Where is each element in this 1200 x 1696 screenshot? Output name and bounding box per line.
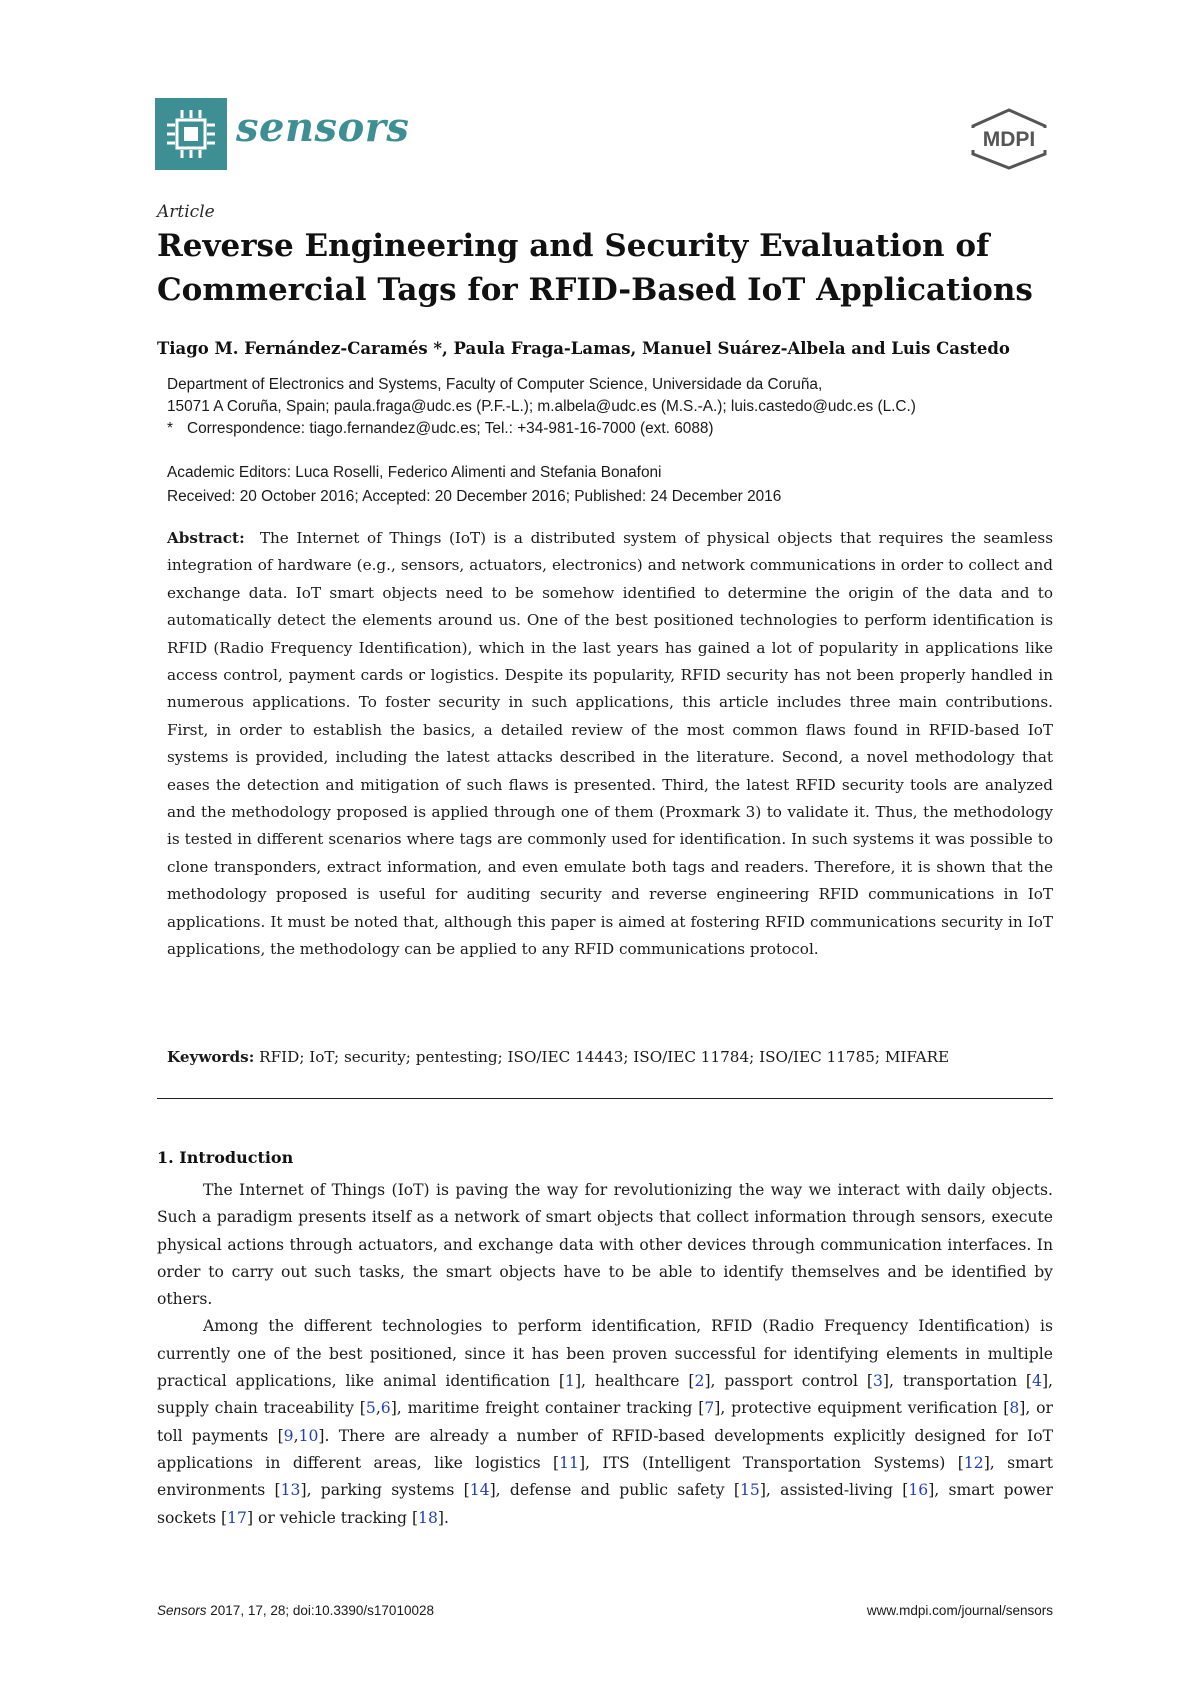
citation-link[interactable]: 7 [704, 1399, 715, 1418]
text-run: ], passport control [ [704, 1372, 873, 1391]
paper-title [157, 224, 1057, 312]
citation-link[interactable]: 5 [365, 1399, 376, 1418]
correspondence-text[interactable]: Correspondence: tiago.fernandez@udc.es; Tel.: +34-981-16-7000 (ext. 6088) [187, 420, 714, 437]
title-line: Commercial Tags for RFID-Based IoT Applications [157, 272, 1033, 308]
text-run: Among the different technologies to perform identification, RFID (Radio Frequency Identification) is currently one of the best positioned, since it has been proven successful for identifying elements in multiple practical applications, like animal identification [ [157, 1317, 1053, 1391]
text-run: ], parking systems [ [300, 1481, 470, 1500]
text-run: ], transportation [ [882, 1372, 1033, 1391]
text-run: ], supply chain traceability [ [157, 1372, 1053, 1418]
publication-dates: Received: 20 October 2016; Accepted: 20 December 2016; Published: 24 December 2016 [167, 488, 782, 505]
footer-url[interactable]: www.mdpi.com/journal/sensors [866, 1603, 1053, 1618]
affiliation-line: Department of Electronics and Systems, Faculty of Computer Science, Universidade da Coruña, [167, 376, 823, 393]
paragraph: The Internet of Things (IoT) is paving the way for revolutionizing the way we interact with daily objects. Such a paradigm presents itself as a network of smart objects that collect information through sensors, execute physical actions through actuators, and exchange data with other devices through communication interfaces. In order to carry out such tasks, the smart objects have to be able to identify themselves and be identified by others. [157, 1181, 1053, 1309]
text-run: ], assisted-living [ [759, 1481, 909, 1500]
citation-link[interactable]: 17 [227, 1508, 247, 1527]
text-run: ], ITS (Intelligent Transportation Systems) [ [578, 1453, 964, 1472]
keywords-text: RFID; IoT; security; pentesting; ISO/IEC 14443; ISO/IEC 11784; ISO/IEC 11785; MIFARE [259, 1048, 950, 1066]
text-run: ]. [437, 1508, 449, 1527]
text-run: ]. There are already a number of RFID-based developments explicitly designed for IoT applications in different areas, like logistics [ [157, 1426, 1054, 1472]
abstract-label: Abstract: [167, 529, 245, 547]
keywords [167, 1045, 1053, 1069]
citation-link[interactable]: 2 [694, 1372, 705, 1391]
text-run: ], smart power sockets [ [157, 1481, 1053, 1527]
sensors-logo-icon[interactable] [155, 98, 227, 170]
citation-link[interactable]: 10 [298, 1426, 319, 1445]
text-run: ], healthcare [ [574, 1372, 695, 1391]
text-run: ], protective equipment verification [ [714, 1399, 1010, 1418]
paragraph [157, 1313, 1053, 1531]
affiliation-line: 15071 A Coruña, Spain; paula.fraga@udc.es (P.F.-L.); m.albela@udc.es (M.S.-A.); luis.castedo@udc.es (L.C.) [167, 398, 916, 415]
text-run: ], or toll payments [ [157, 1399, 1053, 1445]
footer-journal: Sensors [157, 1603, 207, 1618]
author-list: Tiago M. Fernández-Caramés *, Paula Fraga-Lamas, Manuel Suárez-Albela and Luis Castedo [157, 339, 1010, 358]
footer-doi[interactable]: 2017, 17, 28; doi:10.3390/s17010028 [206, 1603, 434, 1618]
citation-link[interactable]: 11 [559, 1453, 579, 1472]
citation-link[interactable]: 16 [908, 1481, 929, 1500]
editorial-info [167, 461, 1067, 509]
citation-link[interactable]: 18 [418, 1508, 438, 1527]
text-run: , [375, 1399, 381, 1418]
mdpi-logo-icon[interactable] [965, 108, 1053, 170]
text-run: , [293, 1426, 299, 1445]
journal-name[interactable]: sensors [236, 104, 410, 151]
section-divider [157, 1098, 1053, 1099]
article-type: Article [157, 202, 215, 222]
text-run: ], maritime freight container tracking [ [390, 1399, 705, 1418]
abstract-text: The Internet of Things (IoT) is a distributed system of physical objects that requires the seamless integration of hardware (e.g., sensors, actuators, electronics) and network communications in order to collect and exchange data. IoT smart objects need to be somehow identified to determine the origin of the data and to automatically detect the elements around us. One of the best positioned technologies to perform identification is RFID (Radio Frequency Identification), which in the last years has gained a lot of popularity in applications like access control, payment cards or logistics. Despite its popularity, RFID security has not been properly handled in numerous applications. To foster security in such applications, this article includes three main contributions. First, in order to establish the basics, a detailed review of the most common flaws found in RFID-based IoT systems is provided, including the latest attacks described in the literature. Second, a novel methodology that eases the detection and mitigation of such flaws is presented. Third, the latest RFID security tools are analyzed and the methodology proposed is applied through one of them (Proxmark 3) to validate it. Thus, the methodology is tested in different scenarios where tags are commonly used for identification. In such systems it was possible to clone transponders, extract information, and even emulate both tags and readers. Therefore, it is shown that the methodology proposed is useful for auditing security and reverse engineering RFID communications in IoT applications. It must be noted that, although this paper is aimed at fostering RFID communications security in IoT applications, the methodology can be applied to any RFID communications protocol. [167, 529, 1054, 959]
introduction-body [157, 1177, 1053, 1532]
citation-link[interactable]: 6 [380, 1399, 391, 1418]
affiliation-block [167, 374, 1067, 440]
citation-link[interactable]: 3 [872, 1372, 883, 1391]
correspondence [167, 418, 1067, 440]
correspondence-marker: * [167, 420, 173, 437]
citation-link[interactable]: 13 [280, 1481, 301, 1500]
citation-link[interactable]: 1 [565, 1372, 575, 1391]
citation-link[interactable]: 15 [739, 1481, 760, 1500]
citation-link[interactable]: 8 [1009, 1399, 1020, 1418]
citation-link[interactable]: 14 [469, 1481, 490, 1500]
text-run: ], defense and public safety [ [489, 1481, 740, 1500]
footer-citation [157, 1603, 434, 1618]
keywords-label: Keywords: [167, 1048, 255, 1066]
citation-link[interactable]: 4 [1032, 1372, 1042, 1391]
text-run: ], smart environments [ [157, 1453, 1053, 1500]
citation-link[interactable]: 12 [963, 1453, 984, 1472]
publisher-name: MDPI [982, 128, 1036, 151]
academic-editors: Academic Editors: Luca Roselli, Federico Alimenti and Stefania Bonafoni [167, 464, 662, 481]
title-line: Reverse Engineering and Security Evaluation of [157, 228, 990, 264]
citation-link[interactable]: 9 [283, 1426, 294, 1445]
text-run: ] or vehicle tracking [ [246, 1508, 419, 1527]
abstract [167, 525, 1053, 964]
section-heading: 1. Introduction [157, 1148, 294, 1167]
